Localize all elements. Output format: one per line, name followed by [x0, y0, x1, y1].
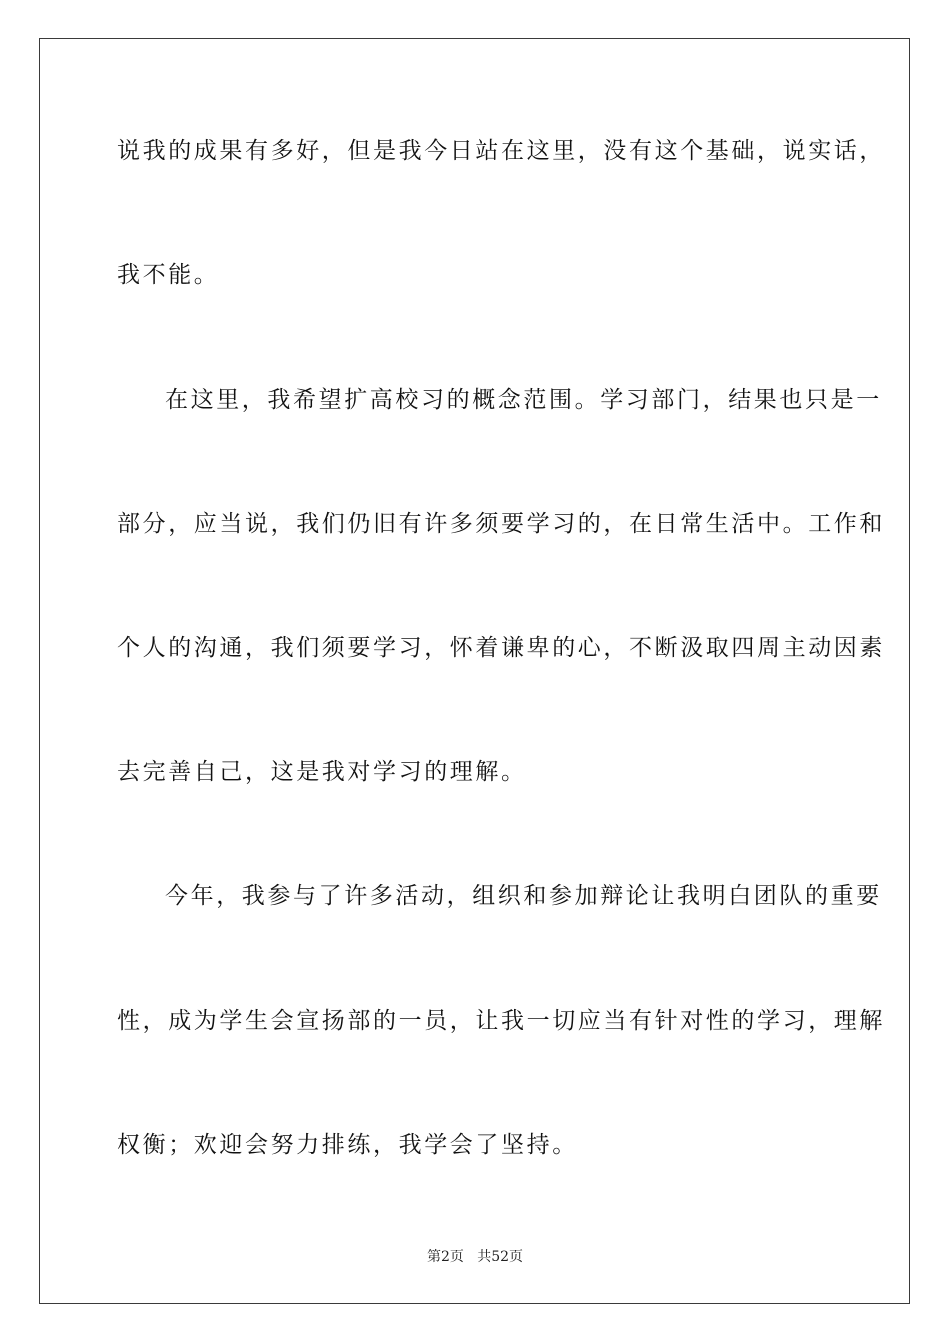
page-number-footer: 第2页 共52页 — [426, 1249, 524, 1265]
text-line: 我不能。 — [117, 262, 220, 288]
text-line: 今年，我参与了许多活动，组织和参加辩论让我明白团队的重要 — [165, 883, 882, 909]
text-line: 个人的沟通，我们须要学习，怀着谦卑的心，不断汲取四周主动因素 — [117, 635, 885, 661]
text-line: 说我的成果有多好，但是我今日站在这里，没有这个基础，说实话， — [117, 138, 885, 164]
text-line: 去完善自己，这是我对学习的理解。 — [117, 759, 527, 785]
text-line: 权衡；欢迎会努力排练，我学会了坚持。 — [117, 1132, 578, 1158]
text-line: 部分，应当说，我们仍旧有许多须要学习的，在日常生活中。工作和 — [117, 511, 885, 537]
text-line: 在这里，我希望扩高校习的概念范围。学习部门，结果也只是一 — [165, 387, 882, 413]
page-border — [39, 38, 910, 1304]
text-line: 性，成为学生会宣扬部的一员，让我一切应当有针对性的学习，理解 — [117, 1008, 885, 1034]
